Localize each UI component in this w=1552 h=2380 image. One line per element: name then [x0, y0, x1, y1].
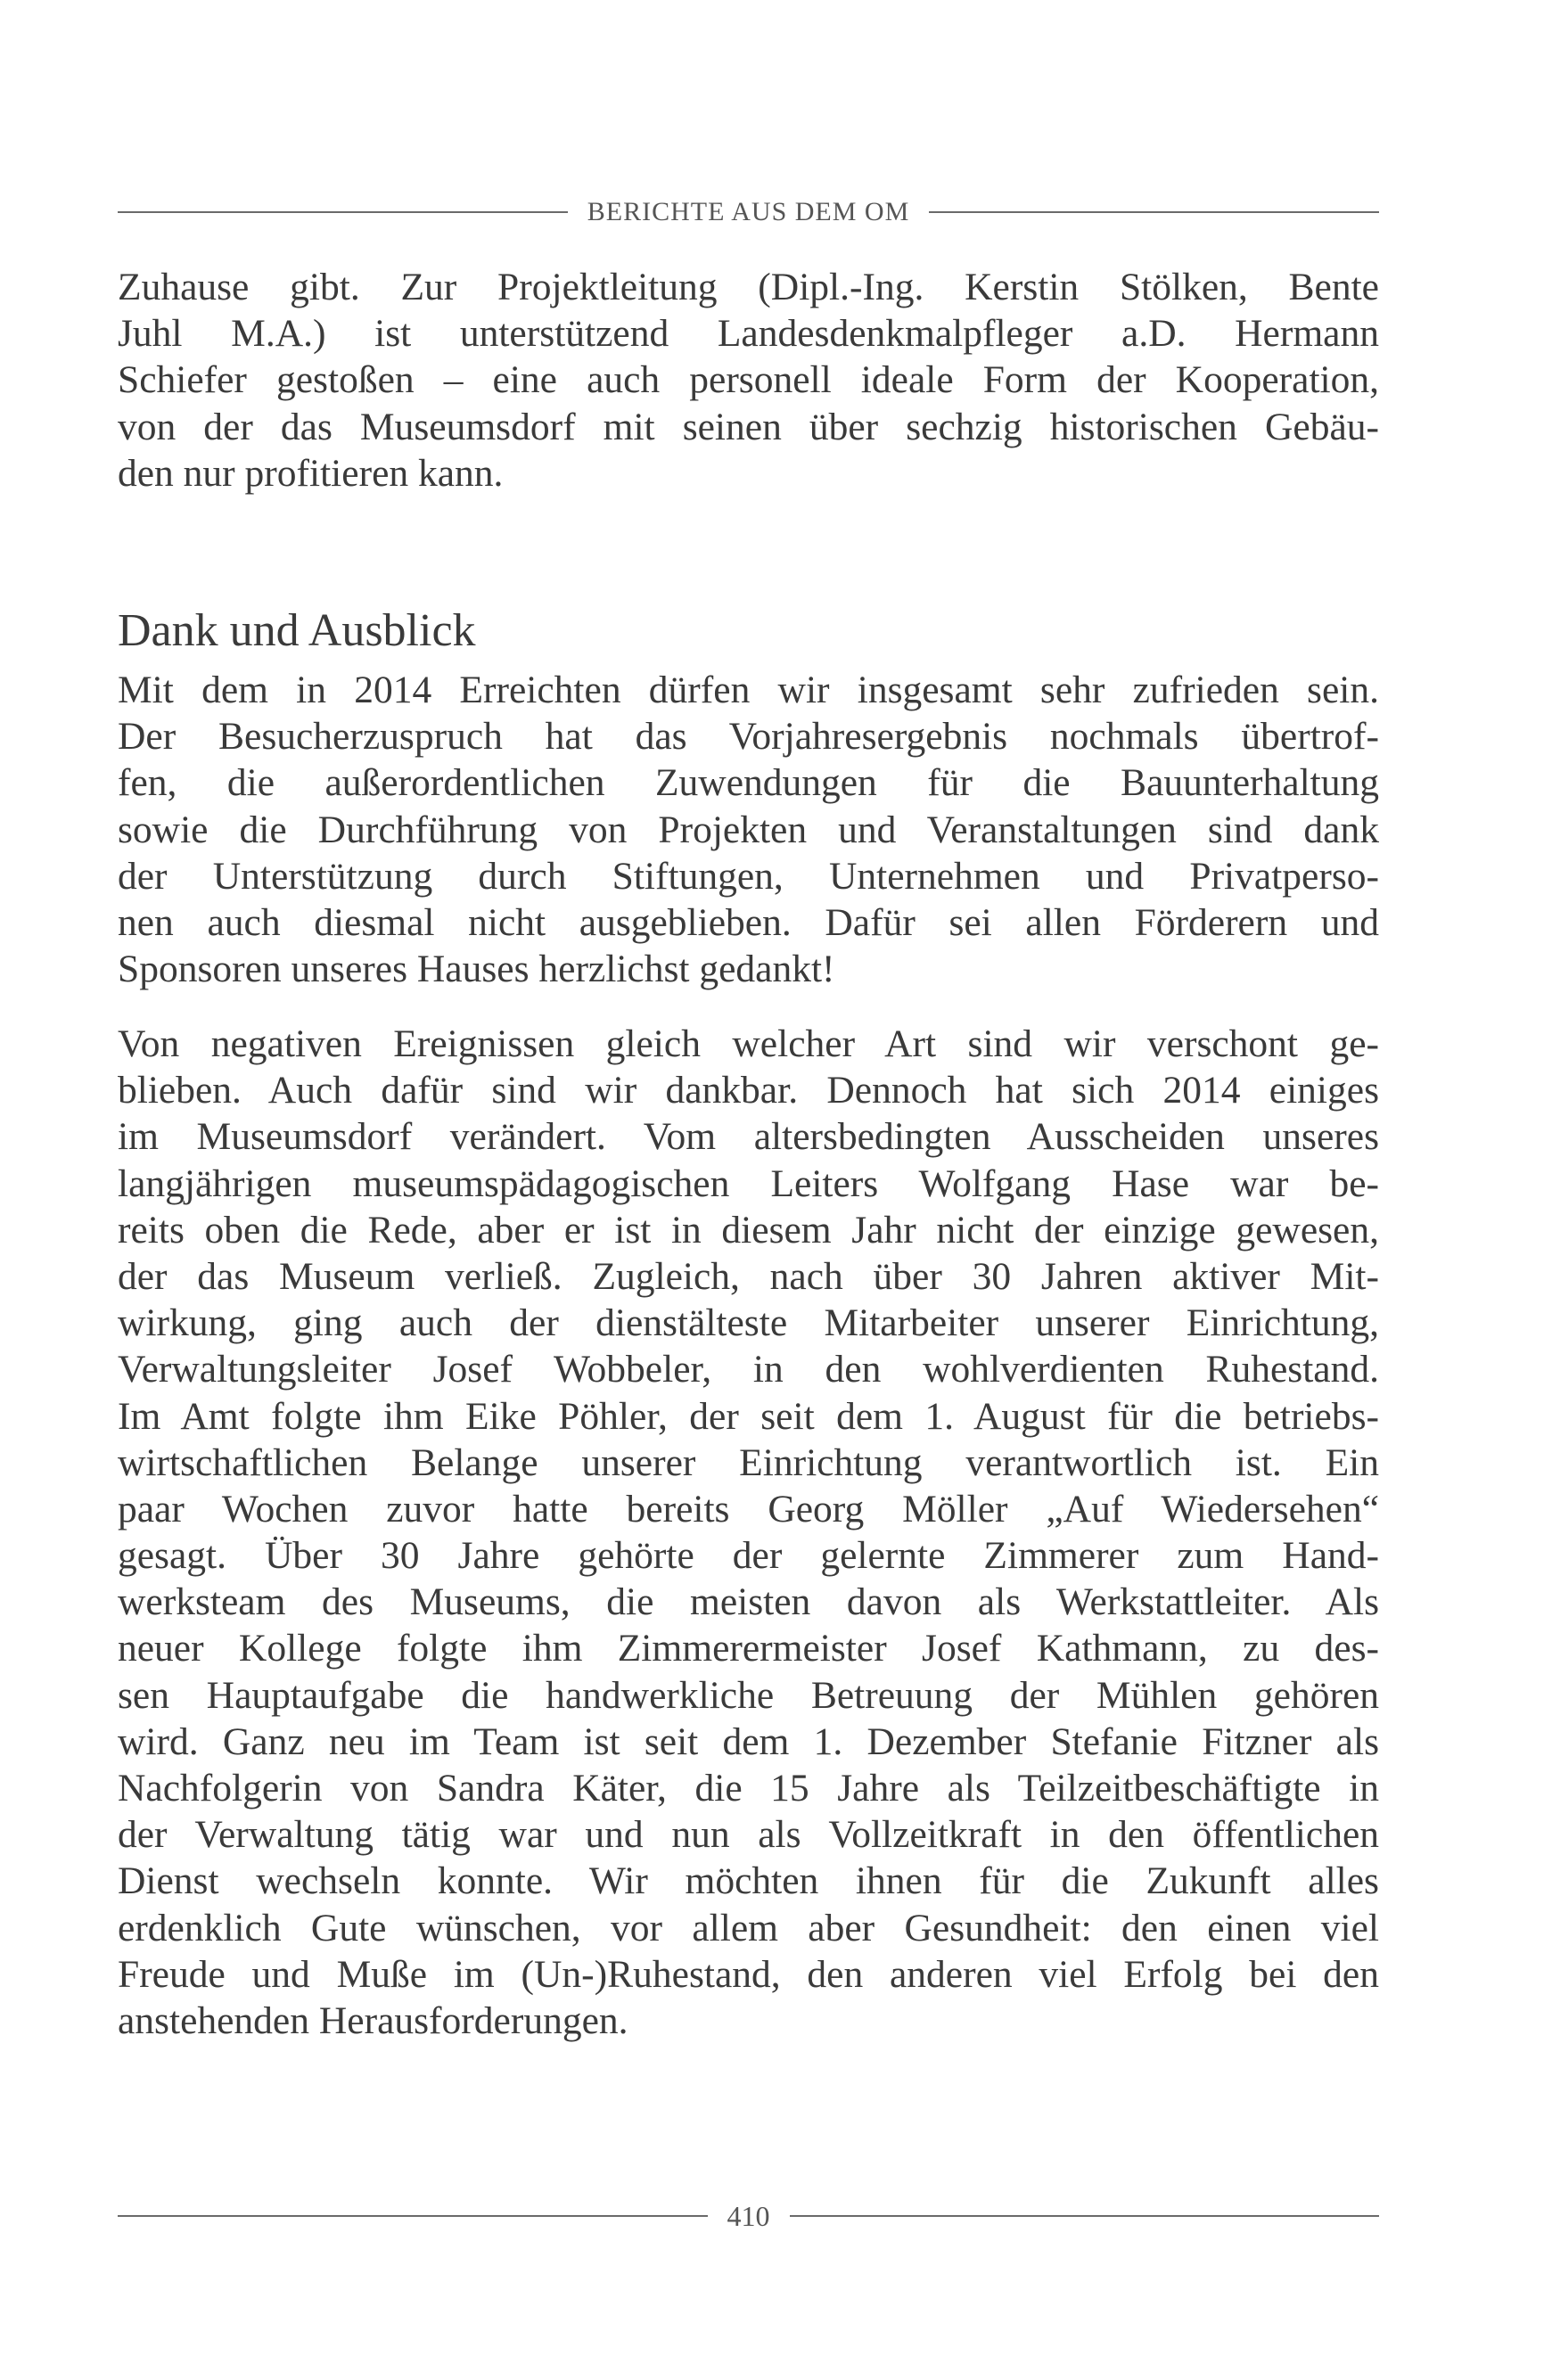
text-line: von der das Museumsdorf mit seinen über sechzig historischen Gebäu-	[118, 405, 1379, 448]
text-line: Mit dem in 2014 Erreichten dürfen wir insgesamt sehr zufrieden sein.	[118, 669, 1379, 711]
text-line: sen Hauptaufgabe die handwerkliche Betreuung der Mühlen gehören	[118, 1673, 1379, 1717]
running-title: BERICHTE AUS DEM OM	[587, 197, 910, 226]
text-line: Von negativen Ereignissen gleich welcher Art sind wir verschont ge-	[118, 1022, 1379, 1065]
page-number: 410	[727, 2199, 770, 2232]
text-line: gesagt. Über 30 Jahre gehörte der gelernte Zimmerer zum Hand-	[118, 1534, 1379, 1578]
text-line: wird. Ganz neu im Team ist seit dem 1. Dezember Stefanie Fitzner als	[118, 1719, 1379, 1763]
header-rule-right	[929, 211, 1379, 213]
text-line: sowie die Durchführung von Projekten und Veranstaltungen sind dank	[118, 808, 1379, 851]
text-line: Freude und Muße im (Un-)Ruhestand, den anderen viel Erfolg bei den	[118, 1952, 1379, 1996]
text-line: wirkung, ging auch der dienstälteste Mitarbeiter unserer Einrichtung,	[118, 1301, 1379, 1345]
text-line: Verwaltungsleiter Josef Wobbeler, in den wohlverdienten Ruhestand.	[118, 1348, 1379, 1391]
text-line: Der Besucherzuspruch hat das Vorjahresergebnis nochmals übertrof-	[118, 715, 1379, 759]
text-line: Schiefer gestoßen – eine auch personell ideale Form der Kooperation,	[118, 358, 1379, 402]
text-line: blieben. Auch dafür sind wir dankbar. Dennoch hat sich 2014 einiges	[118, 1069, 1379, 1112]
text-line: Im Amt folgte ihm Eike Pöhler, der seit dem 1. August für die betriebs-	[118, 1394, 1379, 1438]
intro-paragraph	[118, 264, 1379, 497]
text-line: erdenklich Gute wünschen, vor allem aber Gesundheit: den einen viel	[118, 1906, 1379, 1949]
text-line: wirtschaftlichen Belange unserer Einrichtung verantwortlich ist. Ein	[118, 1440, 1379, 1484]
running-header	[118, 193, 1379, 232]
text-line: Dienst wechseln konnte. Wir möchten ihnen für die Zukunft alles	[118, 1859, 1379, 1903]
footer-rule-left	[118, 2215, 708, 2217]
text-line: langjährigen museumspädagogischen Leiters Wolfgang Hase war be-	[118, 1161, 1379, 1205]
text-line: werksteam des Museums, die meisten davon als Werkstattleiter. Als	[118, 1580, 1379, 1624]
page-footer	[118, 2196, 1379, 2236]
text-line: den nur profitieren kann.	[118, 451, 504, 495]
section-heading: Dank und Ausblick	[118, 605, 476, 656]
text-line: fen, die außerordentlichen Zuwendungen für die Bauunterhaltung	[118, 761, 1379, 805]
text-line: nen auch diesmal nicht ausgeblieben. Dafür sei allen Förderern und	[118, 900, 1379, 944]
section-paragraph-2	[118, 1021, 1379, 2044]
text-line: der Unterstützung durch Stiftungen, Unternehmen und Privatperso-	[118, 854, 1379, 898]
text-line: Sponsoren unseres Hauses herzlichst gedankt!	[118, 948, 835, 991]
text-line: Nachfolgerin von Sandra Käter, die 15 Jahre als Teilzeitbeschäftigte in	[118, 1767, 1379, 1810]
text-line: der Verwaltung tätig war und nun als Vollzeitkraft in den öffentlichen	[118, 1813, 1379, 1857]
section-paragraph-1	[118, 667, 1379, 992]
text-line: anstehenden Herausforderungen.	[118, 1998, 628, 2042]
header-rule-left	[118, 211, 568, 213]
text-line: paar Wochen zuvor hatte bereits Georg Möller „Auf Wiedersehen“	[118, 1487, 1379, 1531]
text-line: reits oben die Rede, aber er ist in diesem Jahr nicht der einzige gewesen,	[118, 1208, 1379, 1252]
text-line: neuer Kollege folgte ihm Zimmerermeister Josef Kathmann, zu des-	[118, 1627, 1379, 1670]
footer-rule-right	[790, 2215, 1380, 2217]
text-line: Juhl M.A.) ist unterstützend Landesdenkmalpfleger a.D. Hermann	[118, 312, 1379, 356]
text-line: Zuhause gibt. Zur Projektleitung (Dipl.-Ing. Kerstin Stölken, Bente	[118, 266, 1379, 308]
text-line: im Museumsdorf verändert. Vom altersbedingten Ausscheiden unseres	[118, 1115, 1379, 1159]
text-line: der das Museum verließ. Zugleich, nach über 30 Jahren aktiver Mit-	[118, 1254, 1379, 1298]
